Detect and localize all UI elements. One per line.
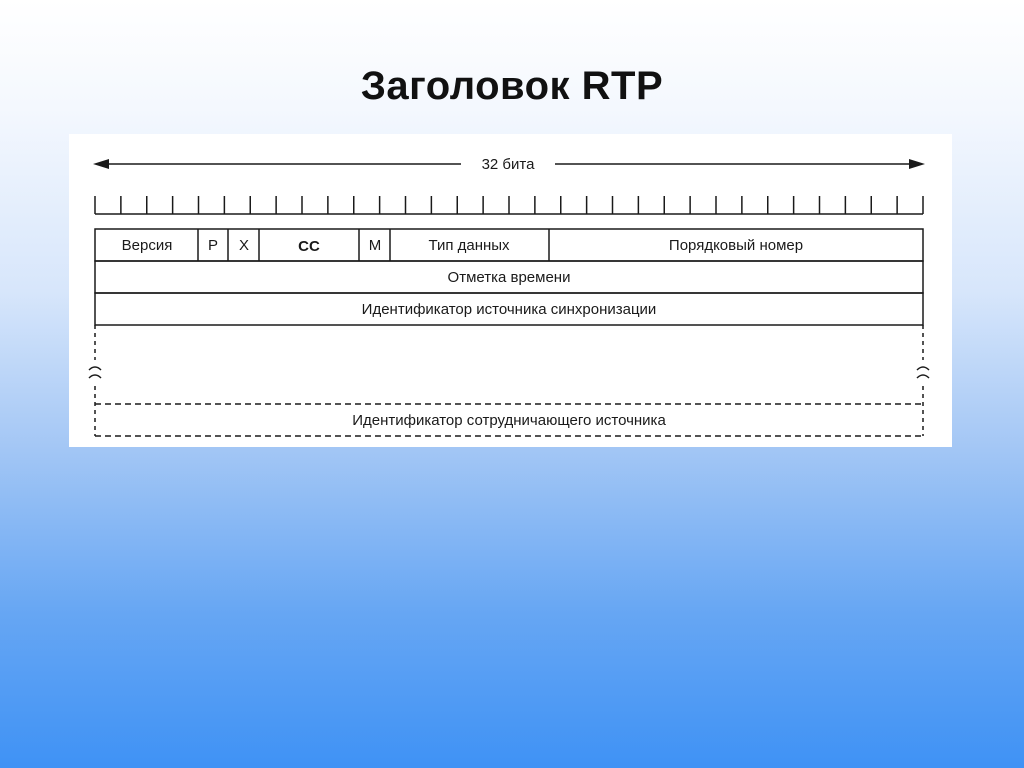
field-csrc: Идентификатор сотрудничающего источника [352, 412, 666, 429]
csrc-area [89, 325, 929, 436]
arrow-right-head [909, 159, 925, 169]
rtp-header-svg [69, 134, 952, 447]
header-row-ssrc [95, 293, 923, 325]
field-m: M [368, 237, 382, 254]
header-row-timestamp [95, 261, 923, 293]
field-x: X [238, 237, 250, 254]
break-mark-right [917, 367, 929, 378]
slide-title: Заголовок RTP [360, 64, 664, 108]
header-row-1 [95, 229, 923, 261]
bit-ruler [95, 196, 923, 214]
field-ssrc: Идентификатор источника синхронизации [361, 301, 657, 318]
arrow-left-head [93, 159, 109, 169]
field-cc: CC [298, 238, 320, 255]
ruler-ticks [95, 196, 923, 214]
width-arrow [93, 156, 925, 173]
field-p: P [207, 237, 219, 254]
rtp-header-diagram [69, 134, 952, 447]
width-label: 32 бита [481, 156, 535, 173]
field-payload-type: Тип данных [428, 237, 510, 254]
field-sequence-number: Порядковый номер [668, 237, 804, 254]
break-mark-left [89, 367, 101, 378]
field-timestamp: Отметка времени [447, 269, 571, 286]
field-version: Версия [121, 237, 173, 254]
